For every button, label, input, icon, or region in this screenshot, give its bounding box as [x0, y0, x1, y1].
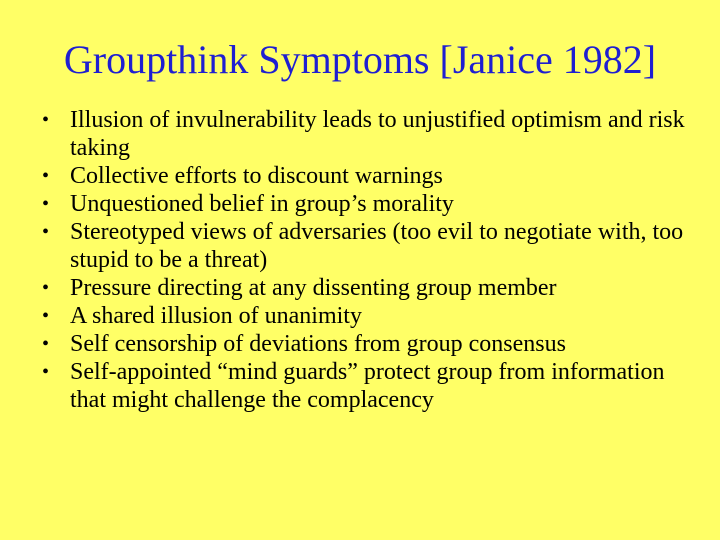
bullet-list [42, 106, 702, 414]
list-item [42, 330, 702, 358]
bullet-icon: • [42, 193, 50, 215]
list-item [42, 190, 702, 218]
list-item [42, 274, 702, 302]
bullet-icon: • [42, 333, 50, 355]
bullet-icon: • [42, 305, 50, 327]
bullet-text: Unquestioned belief in group’s morality [70, 191, 454, 217]
bullet-icon: • [42, 361, 50, 383]
bullet-text: Pressure directing at any dissenting group member [70, 275, 557, 301]
list-item [42, 302, 702, 330]
list-item [42, 358, 702, 414]
bullet-text: A shared illusion of unanimity [70, 303, 362, 329]
bullet-text: Self censorship of deviations from group consensus [70, 331, 566, 357]
list-item [42, 106, 702, 162]
bullet-text: Illusion of invulnerability leads to unjustified optimism and risk taking [70, 107, 685, 161]
bullet-icon: • [42, 221, 50, 243]
bullet-text: Stereotyped views of adversaries (too evil to negotiate with, too stupid to be a threat) [70, 219, 684, 273]
bullet-icon: • [42, 277, 50, 299]
list-item [42, 162, 702, 190]
bullet-text: Self-appointed “mind guards” protect group from information that might challenge the complacency [70, 359, 665, 413]
bullet-text: Collective efforts to discount warnings [70, 163, 443, 189]
slide-title: Groupthink Symptoms [Janice 1982] [63, 37, 657, 82]
bullet-icon: • [42, 165, 50, 187]
list-item [42, 218, 702, 274]
bullet-icon: • [42, 109, 50, 131]
